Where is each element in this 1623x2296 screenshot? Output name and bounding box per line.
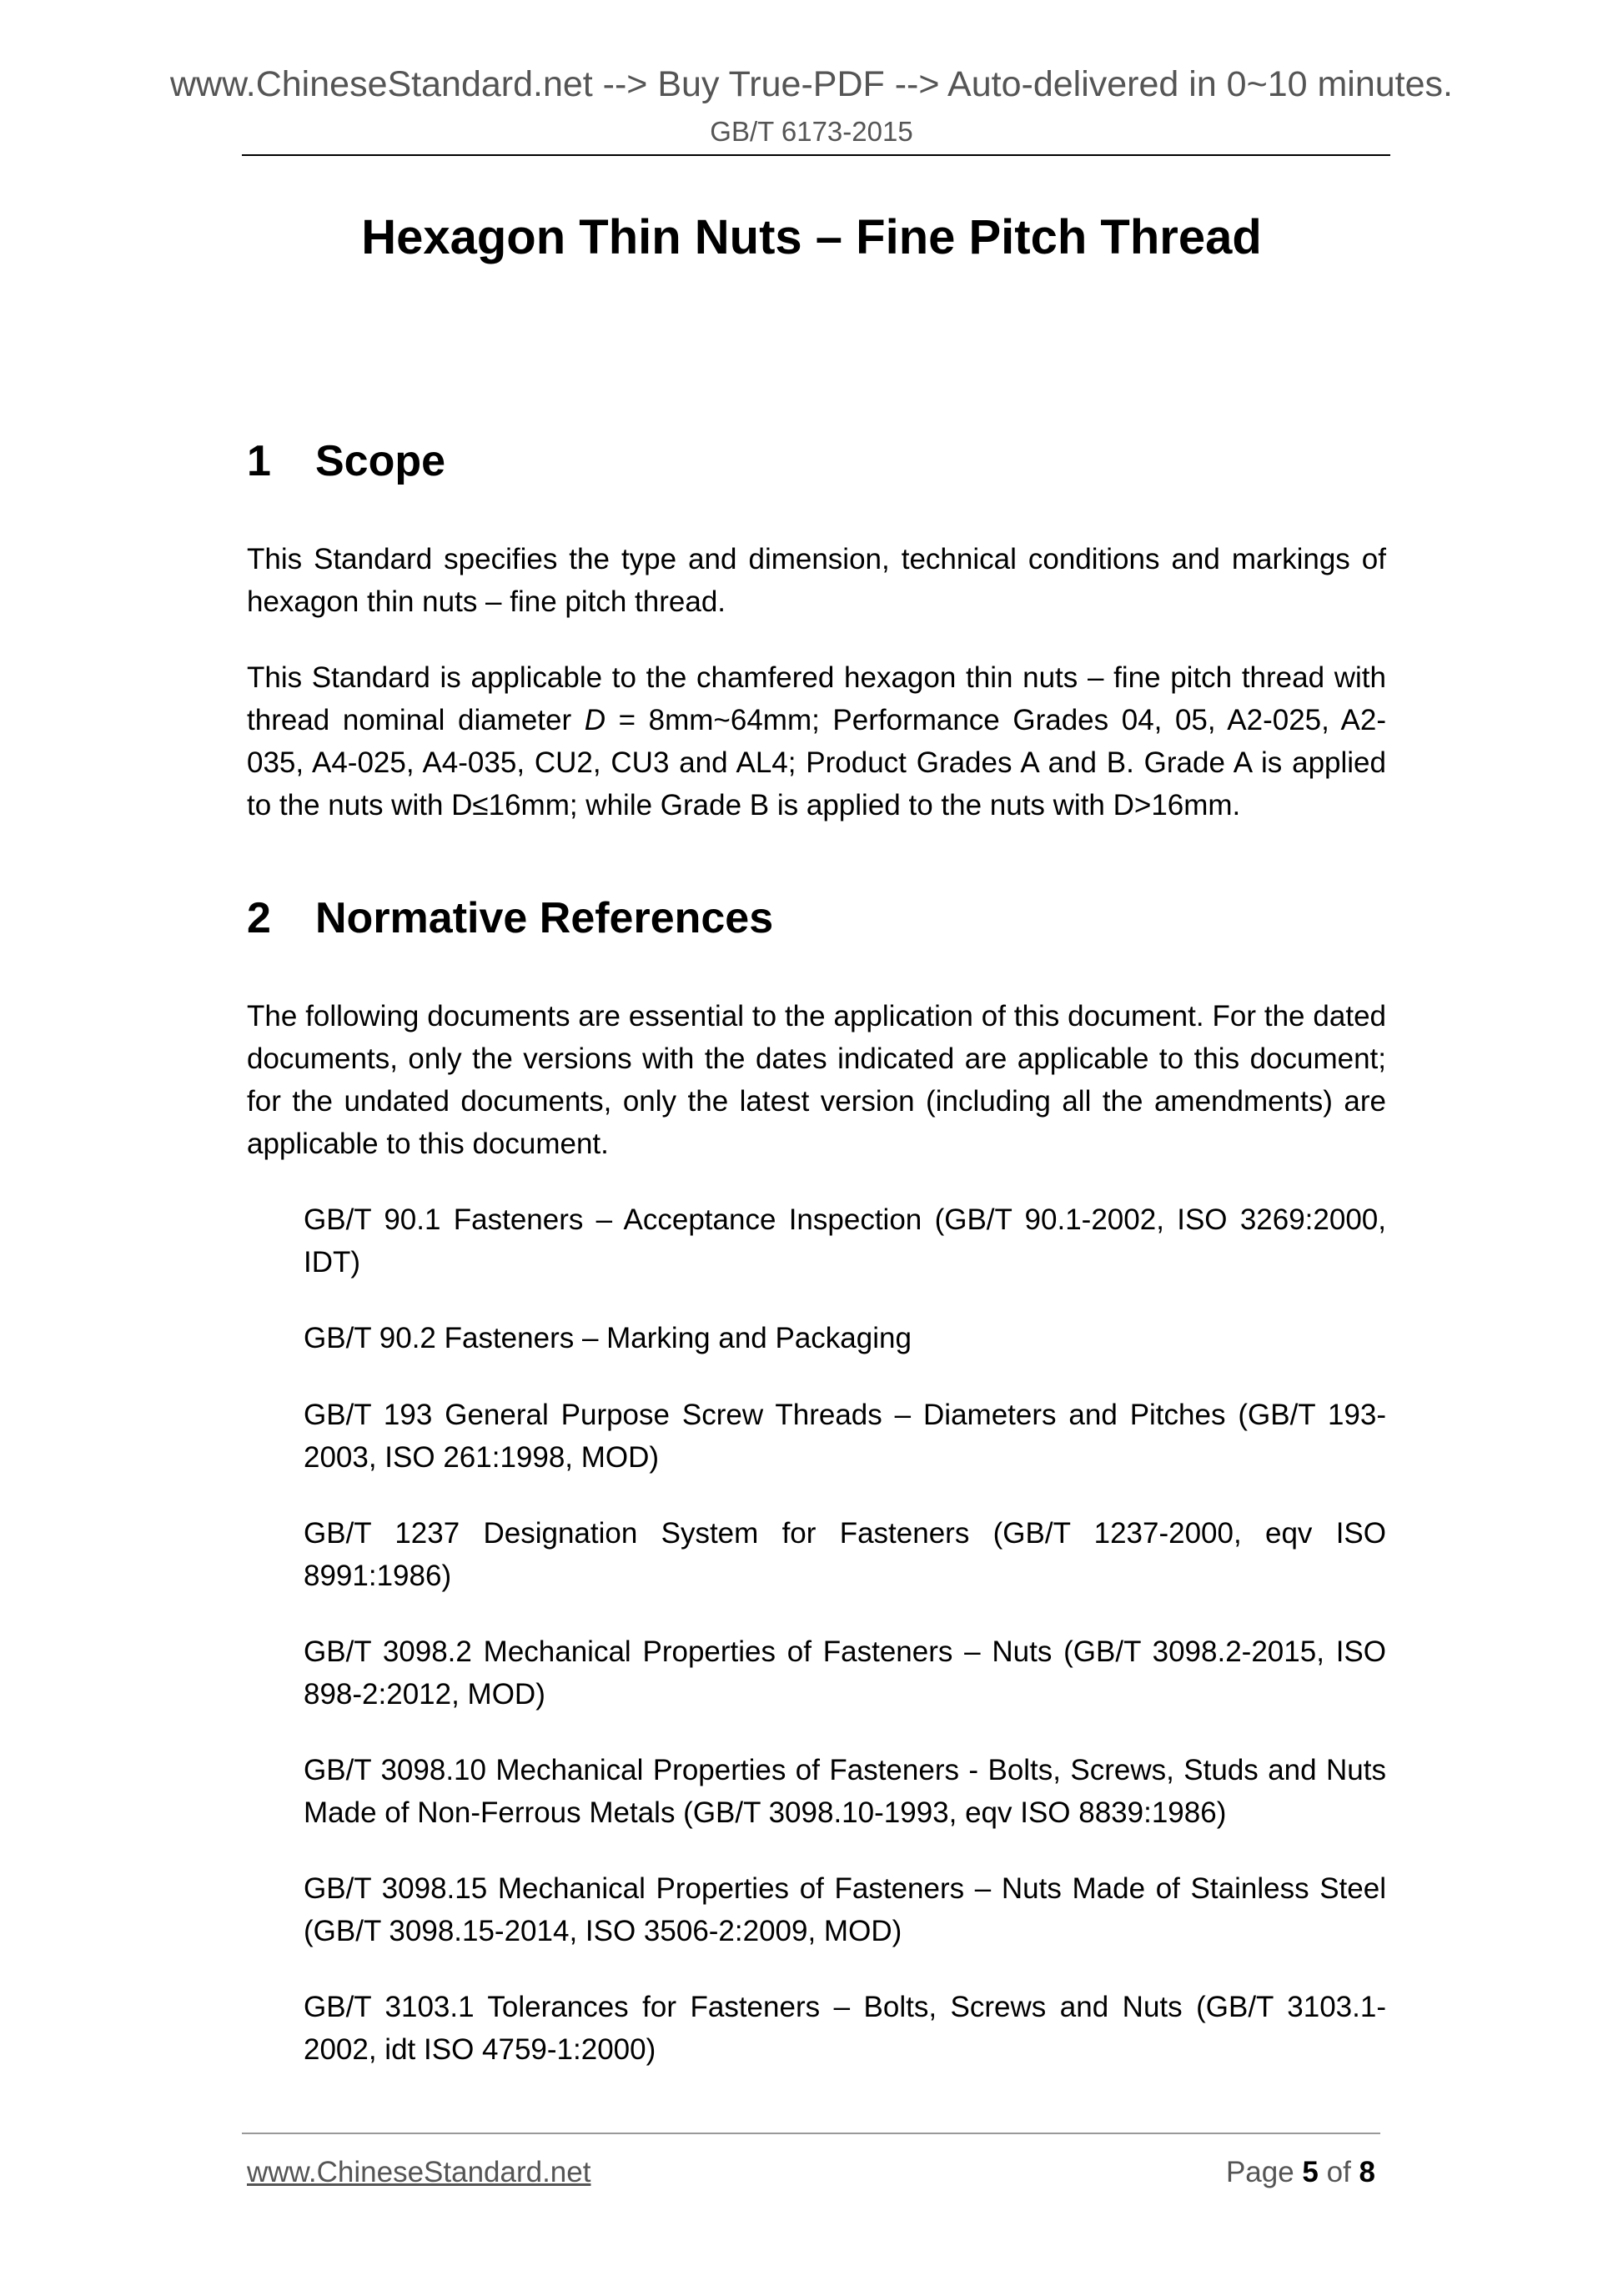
section-1-heading — [247, 435, 445, 487]
reference-item: GB/T 3098.10 Mechanical Properties of Fasteners - Bolts, Screws, Studs and Nuts Made of Non-Ferrous Metals (GB/T 3098.10-1993, eqv ISO 8839:1986) — [304, 1754, 1386, 1829]
reference-item: GB/T 3098.15 Mechanical Properties of Fasteners – Nuts Made of Stainless Steel (GB/T 3098.15-2014, ISO 3506-2:2009, MOD) — [304, 1872, 1386, 1947]
page-total: 8 — [1359, 2156, 1375, 2188]
section-2-heading — [247, 892, 773, 944]
reference-item: GB/T 90.2 Fasteners – Marking and Packaging — [304, 1322, 912, 1354]
scope-p2-text-b: = 8mm~64mm; Performance Grades 04, 05, A2-025, A2-035, A4-025, A4-035, CU2, CU3 and AL4; Product Grades A and B. Grade A is applied to the nuts with D≤16mm; while Grade B is applied to the nuts with D>16mm. — [247, 704, 1386, 821]
references-intro: The following documents are essential to the application of this document. For the dated documents, only the versions with the dates indicated are applicable to this document; for the undated documents, only the latest version (including all the amendments) are applicable to this document. — [247, 1000, 1386, 1160]
section-2-title: Normative References — [315, 894, 774, 942]
header-divider — [242, 154, 1390, 156]
page-current: 5 — [1302, 2156, 1319, 2188]
document-title: Hexagon Thin Nuts – Fine Pitch Thread — [361, 210, 1262, 264]
scope-paragraph-1: This Standard specifies the type and dimension, technical conditions and markings of hexagon thin nuts – fine pitch thread. — [247, 543, 1386, 618]
header-banner: www.ChineseStandard.net --> Buy True-PDF --> Auto-delivered in 0~10 minutes. — [169, 64, 1453, 104]
section-2-number: 2 — [247, 894, 271, 942]
header-standard-code: GB/T 6173-2015 — [710, 116, 913, 147]
footer-divider — [242, 2133, 1380, 2134]
reference-item: GB/T 1237 Designation System for Fasteners (GB/T 1237-2000, eqv ISO 8991:1986) — [304, 1517, 1386, 1592]
reference-item: GB/T 193 General Purpose Screw Threads – Diameters and Pitches (GB/T 193-2003, ISO 261:1998, MOD) — [304, 1399, 1386, 1474]
scope-p2-text-a: This Standard is applicable to the chamfered hexagon thin nuts – fine pitch thread with thread nominal diameter — [247, 661, 1386, 736]
reference-item: GB/T 3098.2 Mechanical Properties of Fasteners – Nuts (GB/T 3098.2-2015, ISO 898-2:2012, MOD) — [304, 1635, 1386, 1711]
reference-item: GB/T 90.1 Fasteners – Acceptance Inspection (GB/T 90.1-2002, ISO 3269:2000, IDT) — [304, 1203, 1386, 1279]
section-1-number: 1 — [247, 437, 271, 485]
page-indicator — [1226, 2156, 1375, 2189]
page-word: Page — [1225, 2156, 1303, 2188]
section-1-title: Scope — [315, 437, 446, 485]
scope-paragraph-2 — [247, 656, 1386, 826]
footer-website-link[interactable]: www.ChineseStandard.net — [247, 2156, 591, 2188]
reference-item: GB/T 3103.1 Tolerances for Fasteners – Bolts, Screws and Nuts (GB/T 3103.1-2002, idt ISO 4759-1:2000) — [304, 1991, 1386, 2066]
page-of: of — [1318, 2156, 1359, 2188]
scope-p2-variable: D — [584, 704, 606, 736]
